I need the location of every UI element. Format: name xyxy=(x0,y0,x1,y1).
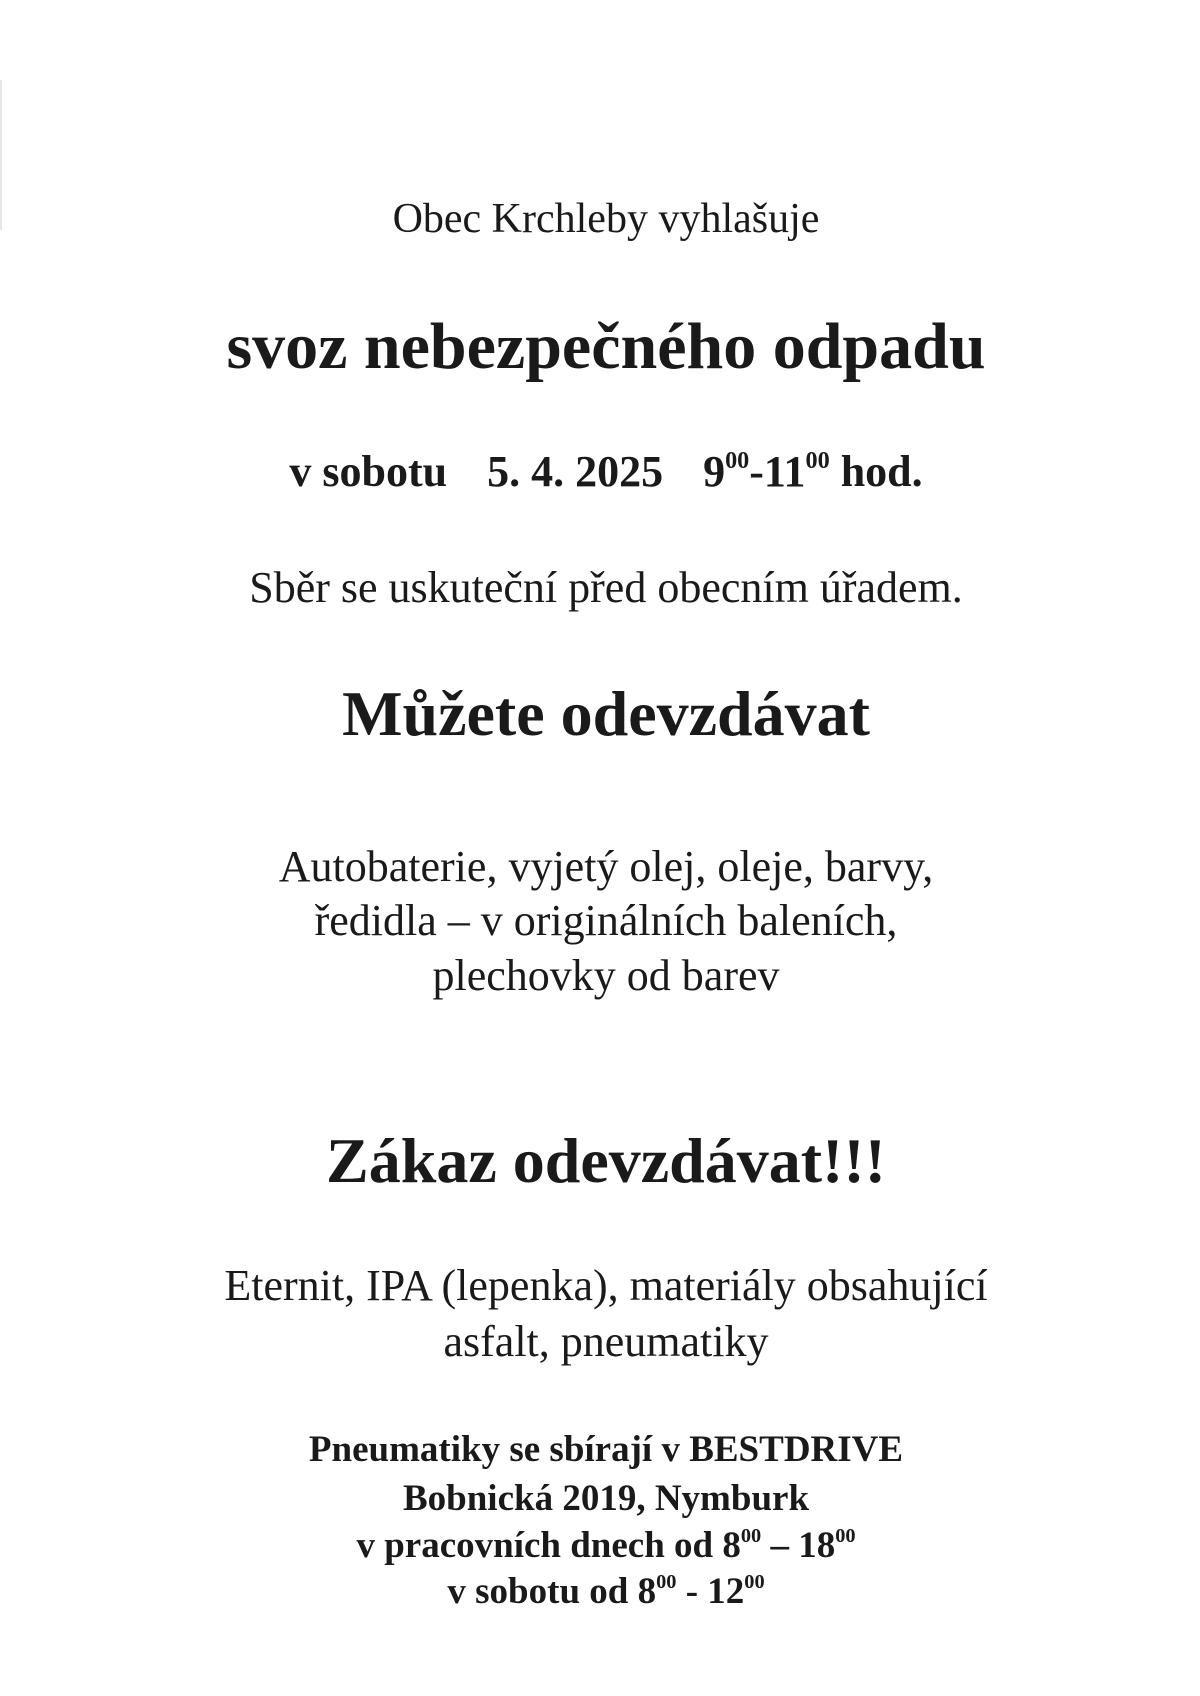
saturday-to: 12 xyxy=(707,1571,745,1612)
time-to: 11 xyxy=(763,447,806,496)
allowed-line: Autobaterie, vyjetý olej, oleje, barvy, xyxy=(278,842,934,891)
date-line xyxy=(0,446,1200,496)
time-from: 9 xyxy=(703,447,726,496)
allowed-heading: Můžete odevzdávat xyxy=(342,678,870,749)
forbidden-heading: Zákaz odevzdávat!!! xyxy=(326,1125,886,1196)
saturday-label: v sobotu od xyxy=(447,1571,629,1612)
forbidden-line: asfalt, pneumatiky xyxy=(443,1317,769,1366)
time-to-min: 00 xyxy=(805,446,830,474)
date-day: v sobotu xyxy=(289,447,448,496)
weekday-from: 8 xyxy=(722,1525,741,1566)
location-text: Sběr se uskuteční před obecním úřadem. xyxy=(249,563,963,612)
saturday-sep: - xyxy=(685,1571,699,1612)
weekday-to: 18 xyxy=(798,1525,836,1566)
page-title: svoz nebezpečného odpadu xyxy=(226,310,986,383)
time-sep: - xyxy=(749,447,764,496)
tyres-weekday-hours xyxy=(0,1524,1200,1566)
time-from-min: 00 xyxy=(725,446,750,474)
forbidden-line: Eternit, IPA (lepenka), materiály obsahující xyxy=(224,1261,988,1310)
weekday-sep: – xyxy=(770,1525,789,1566)
time-suffix: hod. xyxy=(840,447,923,496)
tyres-address: Bobnická 2019, Nymburk xyxy=(402,1478,810,1519)
saturday-from: 8 xyxy=(637,1571,657,1612)
tyres-line: Pneumatiky se sbírají v BESTDRIVE xyxy=(308,1429,904,1470)
saturday-to-min: 00 xyxy=(744,1570,765,1593)
tyres-saturday-hours xyxy=(0,1570,1200,1612)
intro-text: Obec Krchleby vyhlašuje xyxy=(392,196,820,242)
date-value: 5. 4. 2025 xyxy=(487,447,664,496)
allowed-line: plechovky od barev xyxy=(432,951,780,1000)
weekday-from-min: 00 xyxy=(740,1524,762,1547)
weekday-to-min: 00 xyxy=(835,1524,856,1547)
allowed-line: ředidla – v originálních baleních, xyxy=(314,896,898,945)
saturday-from-min: 00 xyxy=(656,1570,677,1593)
weekday-label: v pracovních dnech od xyxy=(356,1525,714,1566)
